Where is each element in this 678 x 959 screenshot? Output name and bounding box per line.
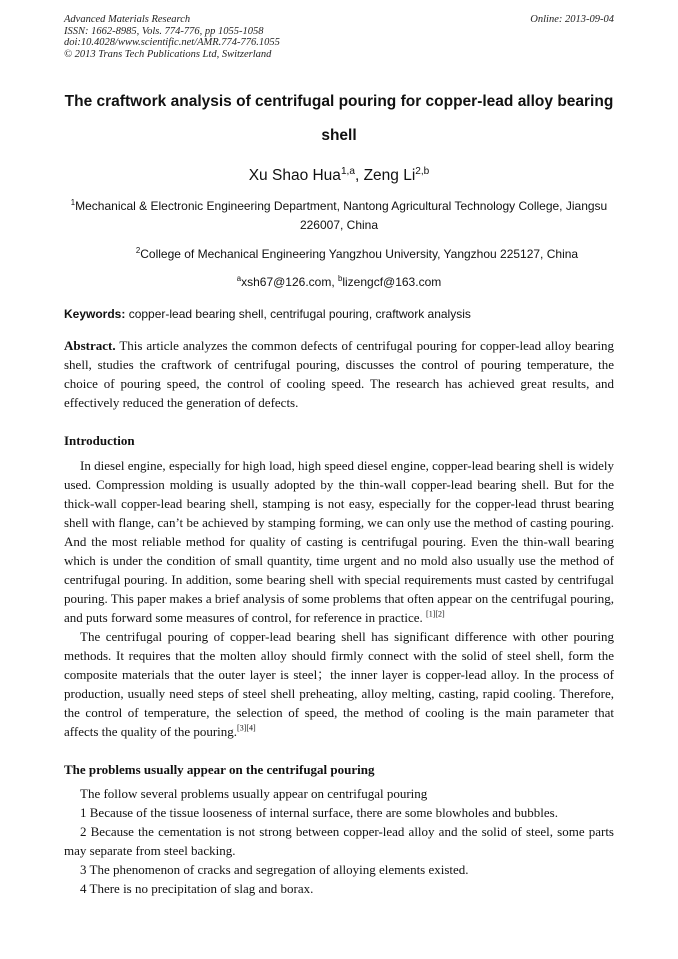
intro-paragraph-1	[64, 456, 614, 627]
email-b[interactable]: lizengcf@163.com	[342, 275, 442, 289]
affiliation-1-sup: 1	[70, 198, 76, 207]
abstract-label: Abstract.	[64, 338, 116, 353]
email-b-sup: b	[338, 274, 343, 283]
citation-3-4[interactable]: [3][4]	[237, 723, 256, 733]
paper-page	[64, 14, 614, 898]
author-emails	[64, 273, 614, 292]
problem-item-1: 1 Because of the tissue looseness of internal surface, there are some blowholes and bubbles.	[80, 805, 558, 820]
email-a-sup: a	[236, 274, 242, 283]
problem-item-2: 2 Because the cementation is not strong between copper-lead alloy and the solid of steel, some parts may separate from steel backing.	[64, 824, 614, 858]
author-1-sup: 1,a	[340, 165, 355, 177]
affiliation-2	[64, 245, 614, 264]
author-1-name: Xu Shao Hua	[248, 167, 341, 184]
paper-title: The craftwork analysis of centrifugal pouring for copper-lead alloy bearing shell	[64, 93, 614, 144]
author-2-name: Zeng Li	[363, 167, 416, 184]
keywords	[64, 307, 614, 321]
problem-item-3: 3 The phenomenon of cracks and segregation of alloying elements existed.	[80, 862, 469, 877]
affiliation-1-text: Mechanical & Electronic Engineering Department, Nantong Agricultural Technology College, Jiangsu 226007, China	[75, 199, 608, 232]
journal-issn: ISSN: 1662-8985, Vols. 774-776, pp 1055-1058	[64, 25, 264, 37]
journal-copyright: © 2013 Trans Tech Publications Ltd, Switzerland	[64, 48, 272, 60]
section-heading-problems: The problems usually appear on the centrifugal pouring	[64, 762, 375, 777]
author-list: Xu Shao Hua$^{1,a}$, Zeng Li$^{2,b}$	[248, 165, 430, 184]
email-a[interactable]: xsh67@126.com,	[241, 275, 335, 289]
affiliation-1	[64, 197, 614, 235]
affiliation-2-text: College of Mechanical Engineering Yangzhou University, Yangzhou 225127, China	[140, 247, 579, 261]
abstract	[64, 336, 614, 412]
intro-paragraph-1-text: In diesel engine, especially for high load, high speed diesel engine, copper-lead bearing shell is widely used. Compression molding is usually adopted by the thin-wall copper-lead bearing shell. But for the thick-wall copper-lead bearing shell, stamping is not easy, especially for the copper-lead thrust bearing shell with flange, can’t be achieved by stamping forming, we can only use the method of casting pouring. And the most reliable method for quality of casting is centrifugal pouring. Even the thin-wall bearing which is under the condition of small quantity, time urgent and no mold also usually use the method of centrifugal pouring. In addition, some bearing shell with special requirements must casted by centrifugal pouring. This paper makes a brief analysis of some problems that often appear on the centrifugal pouring, and puts forward some measures of control, for reference in practice.	[64, 458, 614, 625]
abstract-text: This article analyzes the common defects of centrifugal pouring for copper-lead alloy bearing shell, studies the craftwork of centrifugal pouring, discusses the control of pouring temperature, the choice of pouring speed, the control of cooling speed. The research has achieved great results, and effectively reduced the generation of defects.	[64, 338, 615, 410]
section-heading-introduction: Introduction	[64, 433, 135, 448]
intro-paragraph-2-text: The centrifugal pouring of copper-lead bearing shell has significant difference with other pouring methods. It requires that the molten alloy should firmly connect with the solid of steel shell, form the composite materials that the outer layer is steel；the inner layer is copper-lead alloy. In the process of production, usually need steps of steel shell preheating, alloy melting, casting, rapid cooling. Therefore, the control of temperature, the selection of speed, the method of cooling is the main parameter that affects the quality of the pouring.	[64, 629, 614, 739]
author-2-sup: 2,b	[415, 165, 430, 177]
problems-lead: The follow several problems usually appear on centrifugal pouring	[80, 786, 428, 801]
intro-paragraph-2	[64, 627, 614, 741]
online-date: Online: 2013-09-04	[530, 14, 614, 25]
journal-header	[64, 14, 614, 60]
journal-name: Advanced Materials Research	[64, 14, 191, 25]
keywords-text: copper-lead bearing shell, centrifugal pouring, craftwork analysis	[128, 307, 471, 321]
keywords-label: Keywords:	[64, 307, 126, 321]
problem-item-4: 4 There is no precipitation of slag and borax.	[80, 881, 314, 896]
affiliation-2-sup: 2	[135, 246, 141, 255]
citation-1-2[interactable]: [1][2]	[426, 609, 445, 619]
journal-doi: doi:10.4028/www.scientific.net/AMR.774-776.1055	[64, 37, 280, 48]
